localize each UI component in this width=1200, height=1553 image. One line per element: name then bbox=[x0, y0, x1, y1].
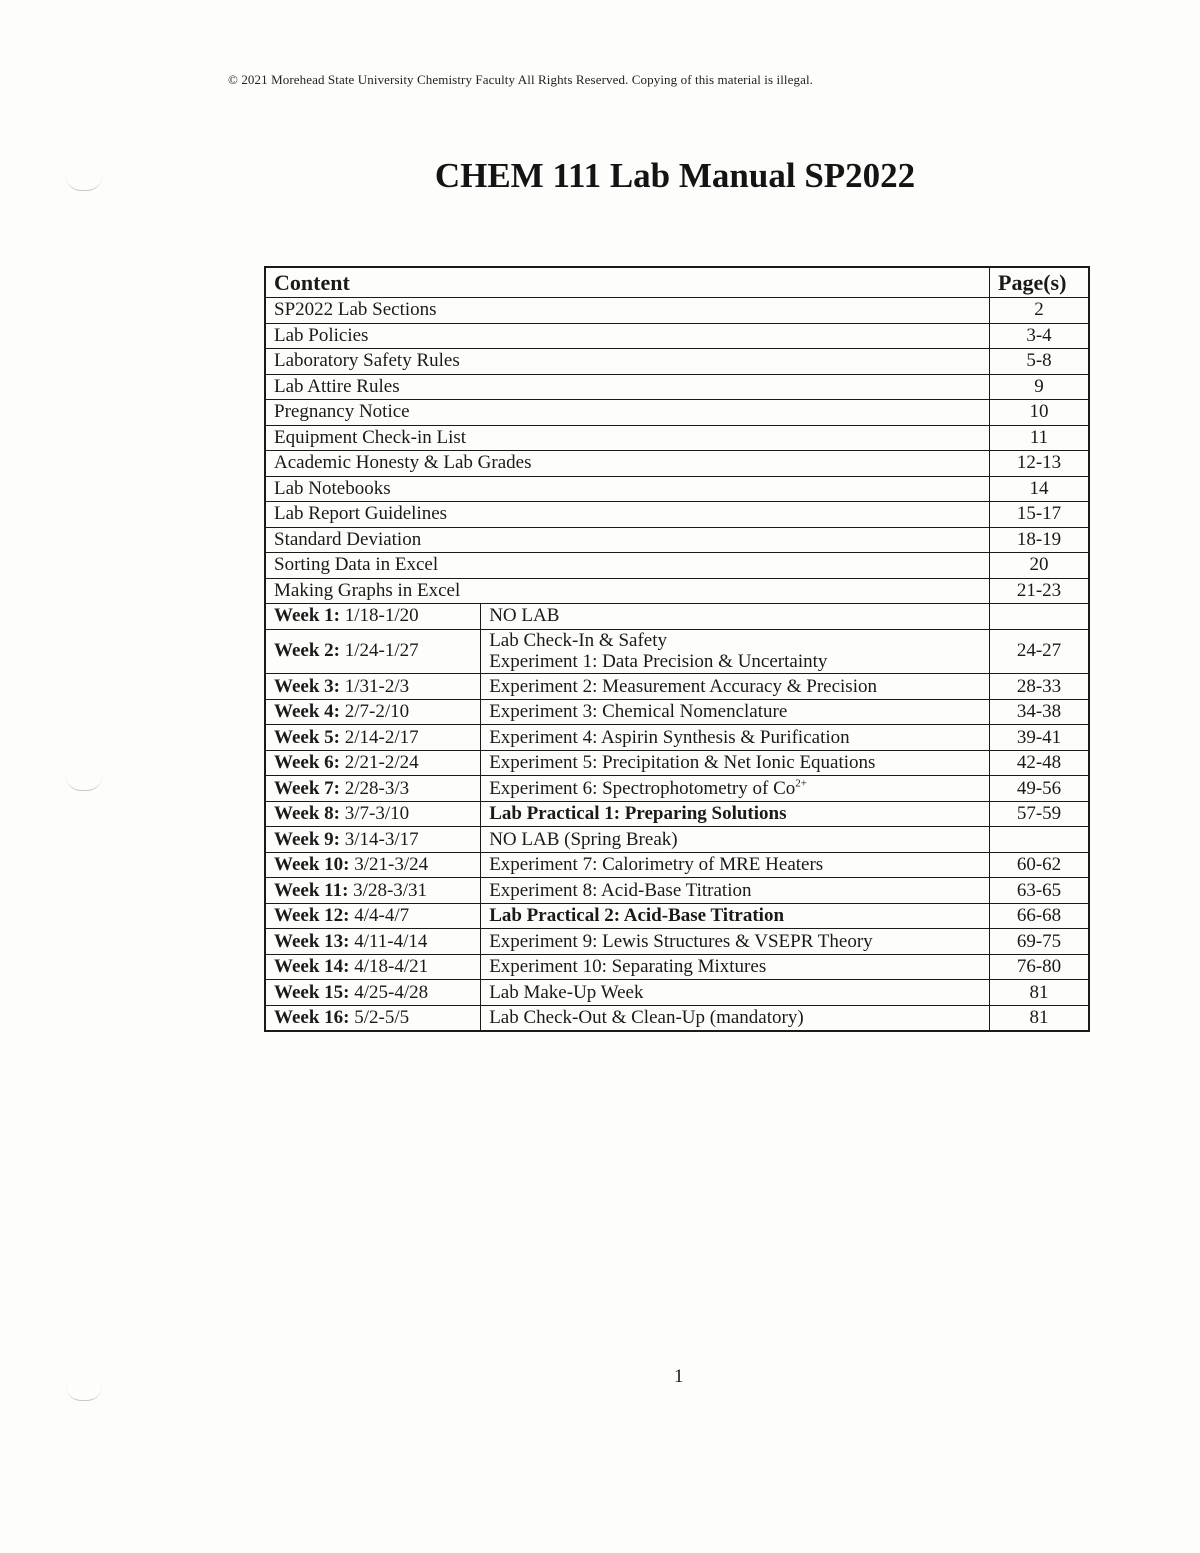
week-dates: 2/28-3/3 bbox=[344, 777, 410, 799]
lab-activity-text: NO LAB bbox=[489, 605, 560, 627]
week-cell bbox=[265, 750, 481, 776]
table-row bbox=[265, 980, 1089, 1006]
table-row bbox=[265, 323, 1089, 349]
week-label: Week 4: bbox=[274, 701, 340, 723]
table-row bbox=[265, 298, 1089, 324]
week-label: Week 13: bbox=[274, 930, 350, 952]
page-range: 18-19 bbox=[990, 527, 1090, 553]
page-range: 11 bbox=[990, 425, 1090, 451]
table-row bbox=[265, 725, 1089, 751]
page-range: 28-33 bbox=[990, 674, 1090, 700]
table-row bbox=[265, 699, 1089, 725]
week-label: Week 6: bbox=[274, 752, 340, 774]
week-cell bbox=[265, 674, 481, 700]
lab-activity-text: Experiment 8: Acid-Base Titration bbox=[489, 879, 752, 901]
week-dates: 2/21-2/24 bbox=[344, 752, 419, 774]
lab-activity-text: Experiment 9: Lewis Structures & VSEPR Theory bbox=[489, 930, 873, 952]
week-cell bbox=[265, 725, 481, 751]
week-dates: 5/2-5/5 bbox=[354, 1007, 410, 1029]
page-range: 81 bbox=[990, 1005, 1090, 1031]
table-row bbox=[265, 929, 1089, 955]
week-cell bbox=[265, 604, 481, 630]
content-label: Pregnancy Notice bbox=[265, 400, 990, 426]
table-row bbox=[265, 553, 1089, 579]
page-range: 60-62 bbox=[990, 852, 1090, 878]
page-range bbox=[990, 604, 1090, 630]
lab-activity bbox=[481, 903, 990, 929]
week-cell bbox=[265, 629, 481, 674]
page-range bbox=[990, 827, 1090, 853]
lab-activity bbox=[481, 699, 990, 725]
content-column-header: Content bbox=[265, 267, 990, 298]
week-label: Week 11: bbox=[274, 879, 349, 901]
lab-activity bbox=[481, 629, 990, 674]
table-row bbox=[265, 1005, 1089, 1031]
page-number: 1 bbox=[674, 1366, 684, 1387]
lab-activity-text: NO LAB (Spring Break) bbox=[489, 828, 678, 850]
week-cell bbox=[265, 852, 481, 878]
week-cell bbox=[265, 776, 481, 802]
week-dates: 3/14-3/17 bbox=[344, 828, 419, 850]
content-label: Lab Notebooks bbox=[265, 476, 990, 502]
week-dates: 3/21-3/24 bbox=[354, 854, 429, 876]
week-dates: 4/11-4/14 bbox=[354, 930, 428, 952]
lab-activity bbox=[481, 878, 990, 904]
lab-activity-text: Experiment 3: Chemical Nomenclature bbox=[489, 701, 788, 723]
table-row bbox=[265, 476, 1089, 502]
page-range: 15-17 bbox=[990, 502, 1090, 528]
content-label: SP2022 Lab Sections bbox=[265, 298, 990, 324]
table-row bbox=[265, 578, 1089, 604]
week-dates: 2/14-2/17 bbox=[344, 726, 419, 748]
ion-charge-superscript: 2+ bbox=[795, 777, 807, 790]
page-range: 63-65 bbox=[990, 878, 1090, 904]
content-label: Lab Report Guidelines bbox=[265, 502, 990, 528]
week-cell bbox=[265, 903, 481, 929]
week-dates: 4/18-4/21 bbox=[354, 956, 429, 978]
lab-activity-text: Experiment 5: Precipitation & Net Ionic Equations bbox=[489, 752, 876, 774]
week-label: Week 15: bbox=[274, 981, 350, 1003]
content-label: Making Graphs in Excel bbox=[265, 578, 990, 604]
lab-activity-text: Experiment 7: Calorimetry of MRE Heaters bbox=[489, 854, 824, 876]
table-row bbox=[265, 750, 1089, 776]
lab-activity bbox=[481, 750, 990, 776]
lab-activity bbox=[481, 674, 990, 700]
lab-activity bbox=[481, 776, 990, 802]
lab-activity bbox=[481, 852, 990, 878]
page-range: 49-56 bbox=[990, 776, 1090, 802]
page-range: 81 bbox=[990, 980, 1090, 1006]
pages-column-header: Page(s) bbox=[990, 267, 1090, 298]
lab-activity-text: Lab Practical 1: Preparing Solutions bbox=[489, 803, 787, 825]
page-range: 39-41 bbox=[990, 725, 1090, 751]
week-dates: 4/4-4/7 bbox=[354, 905, 410, 927]
week-cell bbox=[265, 699, 481, 725]
content-label: Lab Attire Rules bbox=[265, 374, 990, 400]
content-label: Equipment Check-in List bbox=[265, 425, 990, 451]
lab-activity bbox=[481, 604, 990, 630]
week-label: Week 5: bbox=[274, 726, 340, 748]
page-range: 76-80 bbox=[990, 954, 1090, 980]
page-range: 69-75 bbox=[990, 929, 1090, 955]
lab-activity-text: Experiment 4: Aspirin Synthesis & Purification bbox=[489, 726, 850, 748]
lab-activity bbox=[481, 980, 990, 1006]
page-range: 14 bbox=[990, 476, 1090, 502]
table-row bbox=[265, 349, 1089, 375]
page-title: CHEM 111 Lab Manual SP2022 bbox=[434, 156, 916, 195]
week-label: Week 12: bbox=[274, 905, 350, 927]
content-label: Lab Policies bbox=[265, 323, 990, 349]
lab-activity bbox=[481, 827, 990, 853]
binder-hole-mark bbox=[66, 1386, 102, 1401]
table-row bbox=[265, 400, 1089, 426]
table-row bbox=[265, 878, 1089, 904]
page-range: 5-8 bbox=[990, 349, 1090, 375]
lab-activity-text: Lab Check-In & Safety bbox=[489, 629, 667, 651]
week-cell bbox=[265, 801, 481, 827]
week-dates: 1/18-1/20 bbox=[344, 605, 419, 627]
table-row bbox=[265, 374, 1089, 400]
week-dates: 1/24-1/27 bbox=[344, 640, 419, 662]
contents-table bbox=[264, 266, 1090, 1032]
page-range: 21-23 bbox=[990, 578, 1090, 604]
lab-activity bbox=[481, 929, 990, 955]
page-range: 9 bbox=[990, 374, 1090, 400]
table-row bbox=[265, 903, 1089, 929]
lab-activity-text: Lab Make-Up Week bbox=[489, 981, 644, 1003]
table-row bbox=[265, 451, 1089, 477]
page-range: 10 bbox=[990, 400, 1090, 426]
week-cell bbox=[265, 929, 481, 955]
week-cell bbox=[265, 954, 481, 980]
week-label: Week 7: bbox=[274, 777, 340, 799]
table-row bbox=[265, 527, 1089, 553]
table-header-row bbox=[265, 267, 1089, 298]
lab-activity bbox=[481, 725, 990, 751]
page-range: 42-48 bbox=[990, 750, 1090, 776]
content-label: Sorting Data in Excel bbox=[265, 553, 990, 579]
copyright-notice: © 2021 Morehead State University Chemistry Faculty All Rights Reserved. Copying of this material is illegal. bbox=[228, 72, 814, 87]
week-label: Week 8: bbox=[274, 803, 340, 825]
page-range: 24-27 bbox=[990, 629, 1090, 674]
table-row bbox=[265, 604, 1089, 630]
week-label: Week 9: bbox=[274, 828, 340, 850]
lab-activity bbox=[481, 801, 990, 827]
table-row bbox=[265, 776, 1089, 802]
week-cell bbox=[265, 878, 481, 904]
page-range: 3-4 bbox=[990, 323, 1090, 349]
week-cell bbox=[265, 980, 481, 1006]
week-dates: 4/25-4/28 bbox=[354, 981, 429, 1003]
week-dates: 3/7-3/10 bbox=[344, 803, 410, 825]
page-range: 2 bbox=[990, 298, 1090, 324]
content-label: Laboratory Safety Rules bbox=[265, 349, 990, 375]
week-label: Week 10: bbox=[274, 854, 350, 876]
lab-activity bbox=[481, 1005, 990, 1031]
content-label: Academic Honesty & Lab Grades bbox=[265, 451, 990, 477]
page-range: 66-68 bbox=[990, 903, 1090, 929]
table-row bbox=[265, 425, 1089, 451]
lab-activity-text: Experiment 10: Separating Mixtures bbox=[489, 956, 767, 978]
week-cell bbox=[265, 827, 481, 853]
table-row bbox=[265, 827, 1089, 853]
week-cell bbox=[265, 1005, 481, 1031]
lab-activity-text: Experiment 2: Measurement Accuracy & Precision bbox=[489, 675, 877, 697]
week-label: Week 1: bbox=[274, 605, 340, 627]
lab-activity-text-line2: Experiment 1: Data Precision & Uncertainty bbox=[489, 651, 828, 673]
week-dates: 1/31-2/3 bbox=[344, 675, 410, 697]
page-range: 12-13 bbox=[990, 451, 1090, 477]
lab-activity-text: Lab Check-Out & Clean-Up (mandatory) bbox=[489, 1007, 804, 1029]
binder-hole-mark bbox=[66, 776, 102, 791]
table-row bbox=[265, 502, 1089, 528]
page-range: 20 bbox=[990, 553, 1090, 579]
week-dates: 2/7-2/10 bbox=[344, 701, 410, 723]
table-row bbox=[265, 954, 1089, 980]
lab-activity bbox=[481, 954, 990, 980]
table-row bbox=[265, 674, 1089, 700]
week-dates: 3/28-3/31 bbox=[353, 879, 428, 901]
content-label: Standard Deviation bbox=[265, 527, 990, 553]
page-range: 34-38 bbox=[990, 699, 1090, 725]
page-range: 57-59 bbox=[990, 801, 1090, 827]
lab-activity-text: Lab Practical 2: Acid-Base Titration bbox=[489, 905, 785, 927]
week-label: Week 2: bbox=[274, 640, 340, 662]
week-label: Week 3: bbox=[274, 675, 340, 697]
table-row bbox=[265, 852, 1089, 878]
week-label: Week 16: bbox=[274, 1007, 350, 1029]
table-row bbox=[265, 629, 1089, 674]
table-row bbox=[265, 801, 1089, 827]
lab-activity-text: Experiment 6: Spectrophotometry of Co bbox=[489, 777, 796, 799]
week-label: Week 14: bbox=[274, 956, 350, 978]
